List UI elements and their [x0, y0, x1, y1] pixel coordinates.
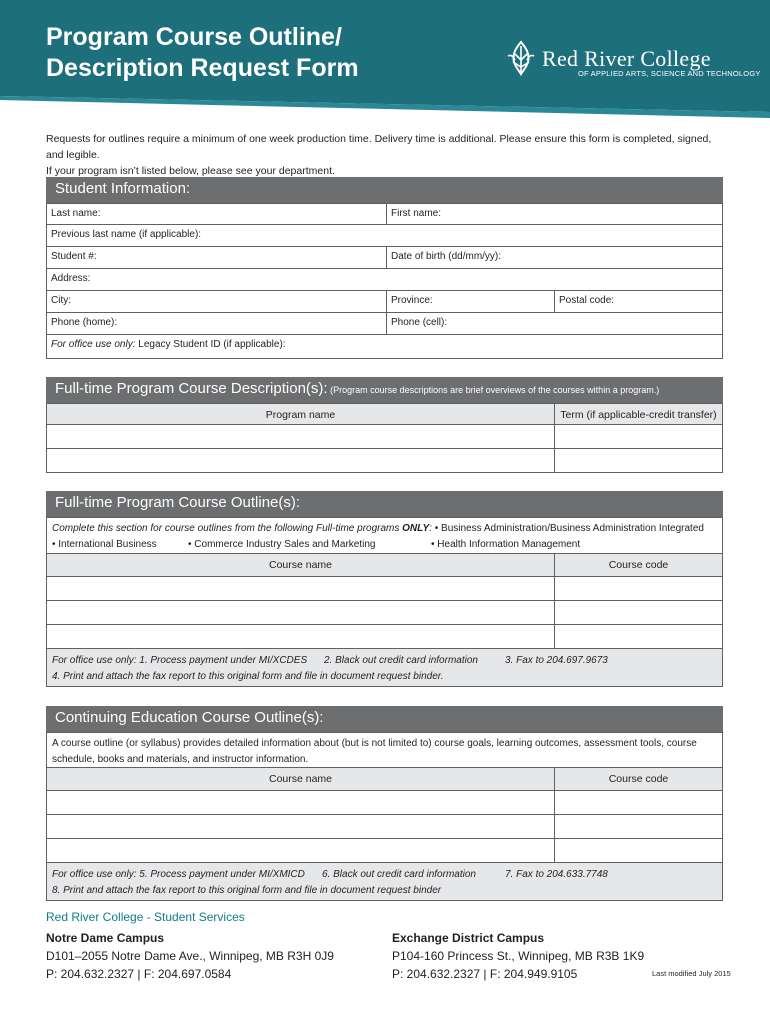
last-modified: Last modified July 2015	[652, 969, 731, 978]
header-band	[0, 0, 770, 118]
campus-phones: P: 204.632.2327 | F: 204.949.9105	[392, 967, 578, 981]
footer-title: Red River College - Student Services	[46, 910, 245, 924]
program-item: • Commerce Industry Sales and Marketing	[188, 539, 376, 550]
province-field[interactable]: Province:	[386, 291, 554, 312]
student-information-section	[46, 177, 723, 359]
course-code-input[interactable]	[554, 577, 722, 600]
campus-phones: P: 204.632.2327 | F: 204.697.0584	[46, 967, 232, 981]
section-heading: Student Information:	[46, 177, 723, 203]
table-row	[46, 839, 723, 863]
section-heading: Continuing Education Course Outline(s):	[46, 706, 723, 732]
legacy-id-label: Legacy Student ID (if applicable):	[135, 339, 286, 350]
program-name-input[interactable]	[47, 449, 554, 472]
course-name-input[interactable]	[47, 791, 554, 814]
description-line-1: A course outline (or syllabus) provides detailed information about (but is not limited to) course goals, learning outcomes, assessment tools, course	[52, 738, 697, 749]
section-heading-note: (Program course descriptions are brief overviews of the courses within a program.)	[327, 385, 660, 395]
form-row	[46, 225, 723, 247]
continuing-education-section	[46, 706, 723, 901]
office-step: 7. Fax to 204.633.7748	[505, 869, 608, 880]
campus-name: Notre Dame Campus	[46, 931, 165, 945]
form-row	[46, 291, 723, 313]
intro-text	[46, 131, 726, 179]
section-heading	[46, 377, 723, 403]
form-row	[46, 247, 723, 269]
course-name-input[interactable]	[47, 839, 554, 862]
campus-address: P104-160 Princess St., Winnipeg, MB R3B 1K9	[392, 949, 645, 963]
table-row	[46, 577, 723, 601]
office-step: 8. Print and attach the fax report to this original form and file in document request binder	[52, 885, 442, 896]
table-header-row	[46, 554, 723, 577]
office-use-row	[46, 863, 723, 901]
intro-line-1: Requests for outlines require a minimum of one week production time. Delivery time is additional. Please ensure this form is completed, signed, and legible.	[46, 133, 712, 161]
description-row	[46, 732, 723, 768]
legacy-student-id-field[interactable]	[47, 335, 722, 358]
address-field[interactable]: Address:	[51, 273, 91, 284]
program-item: • Business Administration/Business Administration Integrated	[434, 523, 704, 534]
college-logo	[506, 40, 761, 80]
course-code-input[interactable]	[554, 839, 722, 862]
section-heading-text: Full-time Program Course Description(s):	[55, 380, 328, 397]
course-code-input[interactable]	[554, 815, 722, 838]
table-row	[46, 815, 723, 839]
description-line-2: schedule, books and materials, and instructor information.	[52, 754, 309, 765]
program-list-row	[46, 517, 723, 554]
form-title	[46, 22, 359, 84]
logo-leaf-icon	[506, 40, 536, 76]
form-row	[46, 203, 723, 225]
course-name-input[interactable]	[47, 577, 554, 600]
form-row	[46, 335, 723, 359]
table-row	[46, 425, 723, 449]
col-course-name: Course name	[268, 773, 333, 785]
table-row	[46, 449, 723, 473]
city-field[interactable]: City:	[51, 295, 71, 306]
campus-exchange-district	[392, 929, 644, 983]
col-course-name: Course name	[268, 559, 333, 571]
course-name-input[interactable]	[47, 815, 554, 838]
course-code-input[interactable]	[554, 625, 722, 648]
course-code-input[interactable]	[554, 791, 722, 814]
program-item: • International Business	[52, 539, 157, 550]
term-input[interactable]	[554, 449, 722, 472]
table-header-row	[46, 403, 723, 425]
office-step: 6. Black out credit card information	[322, 869, 476, 880]
college-name: Red River College	[542, 46, 711, 71]
office-step: 2. Black out credit card information	[324, 655, 478, 666]
office-step: 3. Fax to 204.697.9673	[505, 655, 608, 666]
title-line-2: Description Request Form	[46, 54, 359, 82]
course-code-input[interactable]	[554, 601, 722, 624]
phone-cell-field[interactable]: Phone (cell):	[386, 313, 722, 334]
outline-intro-colon: :	[429, 523, 432, 534]
campus-name: Exchange District Campus	[392, 931, 545, 945]
office-use-row	[46, 649, 723, 687]
office-use-instructions	[47, 863, 722, 900]
form-row	[46, 269, 723, 291]
office-step: 4. Print and attach the fax report to this original form and file in document request binder.	[52, 671, 444, 682]
continuing-description	[47, 733, 722, 767]
fulltime-description-section	[46, 377, 723, 473]
col-course-code: Course code	[554, 768, 722, 790]
table-row	[46, 601, 723, 625]
col-program-name: Program name	[265, 409, 336, 421]
date-of-birth-field[interactable]: Date of birth (dd/mm/yy):	[386, 247, 722, 268]
office-step: For office use only: 5. Process payment under MI/XMICD	[52, 869, 305, 880]
college-subtitle: OF APPLIED ARTS, SCIENCE AND TECHNOLOGY	[578, 69, 761, 78]
program-list-line-1	[52, 521, 704, 537]
last-name-field[interactable]: Last name:	[51, 208, 101, 219]
table-row	[46, 625, 723, 649]
previous-last-name-field[interactable]: Previous last name (if applicable):	[51, 229, 202, 240]
course-name-input[interactable]	[47, 625, 554, 648]
table-header-row	[46, 768, 723, 791]
section-heading: Full-time Program Course Outline(s):	[46, 491, 723, 517]
col-course-code: Course code	[554, 554, 722, 576]
office-use-label: For office use only:	[51, 339, 136, 350]
outline-intro-only: ONLY	[402, 523, 430, 534]
phone-home-field[interactable]: Phone (home):	[51, 317, 118, 328]
program-list	[47, 518, 722, 553]
intro-line-2: If your program isn’t listed below, please see your department.	[46, 165, 335, 177]
program-item: • Health Information Management	[431, 539, 581, 550]
first-name-field[interactable]: First name:	[386, 204, 722, 224]
table-row	[46, 791, 723, 815]
student-number-field[interactable]: Student #:	[51, 251, 97, 262]
course-name-input[interactable]	[47, 601, 554, 624]
program-name-input[interactable]	[47, 425, 554, 448]
postal-code-field[interactable]: Postal code:	[554, 291, 722, 312]
fulltime-outline-section	[46, 491, 723, 687]
campus-notre-dame	[46, 929, 334, 983]
outline-intro-text: Complete this section for course outlines from the following Full-time programs	[52, 523, 403, 534]
office-step: For office use only: 1. Process payment under MI/XCDES	[52, 655, 308, 666]
title-line-1: Program Course Outline/	[46, 23, 342, 51]
col-term: Term (if applicable-credit transfer)	[554, 404, 722, 424]
form-row	[46, 313, 723, 335]
campus-address: D101–2055 Notre Dame Ave., Winnipeg, MB R3H 0J9	[46, 949, 334, 963]
term-input[interactable]	[554, 425, 722, 448]
office-use-instructions	[47, 649, 722, 686]
